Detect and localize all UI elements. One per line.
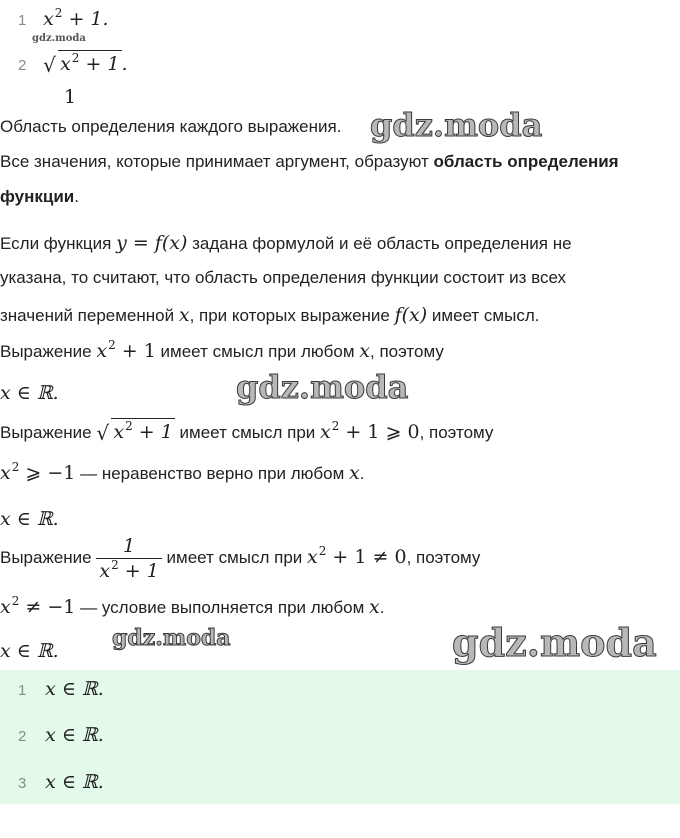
expression-1-line: Выражение $x^2 + 1$ имеет смысл при любом x, поэтому xyxy=(0,338,444,362)
answers-panel xyxy=(0,670,680,804)
answer-number: 3 xyxy=(18,775,27,792)
paragraph-rule-line-1: Если функция y = f(x) задана формулой и её область определения не xyxy=(0,232,572,254)
watermark: gdz.moda xyxy=(370,106,543,144)
expression-3-inequality: $x^2 \ne -1$ — условие выполняется при любом x. xyxy=(0,594,385,618)
answer-item-1 xyxy=(18,678,104,700)
fraction-numerator: 1 xyxy=(64,86,77,108)
expression-2-line: Выражение √ $x^2 + 1$ имеет смысл при $x^2 + 1$ ⩾ 0, поэтому xyxy=(0,419,494,445)
answer-text: x ∈ ℝ. xyxy=(45,678,104,700)
watermark: gdz.moda xyxy=(452,620,657,665)
expression-1-result: x ∈ ℝ. xyxy=(0,382,59,404)
paragraph-definition: Все значения, которые принимает аргумент, образуют область определения xyxy=(0,152,619,171)
answer-text: x ∈ ℝ. xyxy=(45,771,104,793)
expression-2-result: x ∈ ℝ. xyxy=(0,508,59,530)
paragraph-domain: Область определения каждого выражения. xyxy=(0,117,342,136)
top-item-2 xyxy=(18,50,128,75)
top-item-1 xyxy=(18,8,109,30)
expression-3-result: x ∈ ℝ. xyxy=(0,640,59,662)
answer-number: 1 xyxy=(18,682,27,699)
item-number: 2 xyxy=(18,57,27,74)
answer-text: x ∈ ℝ. xyxy=(45,724,104,746)
item-expression: $x^2 + 1$. xyxy=(43,6,109,30)
answer-number: 2 xyxy=(18,728,27,745)
item-expression: √ $x^2 + 1$ . xyxy=(43,51,128,77)
watermark: gdz.moda xyxy=(112,625,231,651)
answer-item-3 xyxy=(18,771,104,793)
paragraph-definition-cont: функции. xyxy=(0,187,79,206)
watermark: gdz.moda xyxy=(236,368,409,406)
expression-3-line: Выражение $\frac{1}{x^2 + 1}$ имеет смысл при $x^2 + 1 \ne 0$, поэтому xyxy=(0,535,481,582)
item-number: 1 xyxy=(18,12,27,29)
paragraph-rule-line-2: указана, то считают, что область определения функции состоит из всех xyxy=(0,268,567,287)
expression-2-inequality: $x^2$ ⩾ −1 — неравенство верно при любом x. xyxy=(0,460,365,484)
answer-item-2 xyxy=(18,724,104,746)
watermark-small: gdz.moda xyxy=(32,33,86,44)
paragraph-rule-line-3: значений переменной x, при которых выражение f(x) имеет смысл. xyxy=(0,304,540,326)
